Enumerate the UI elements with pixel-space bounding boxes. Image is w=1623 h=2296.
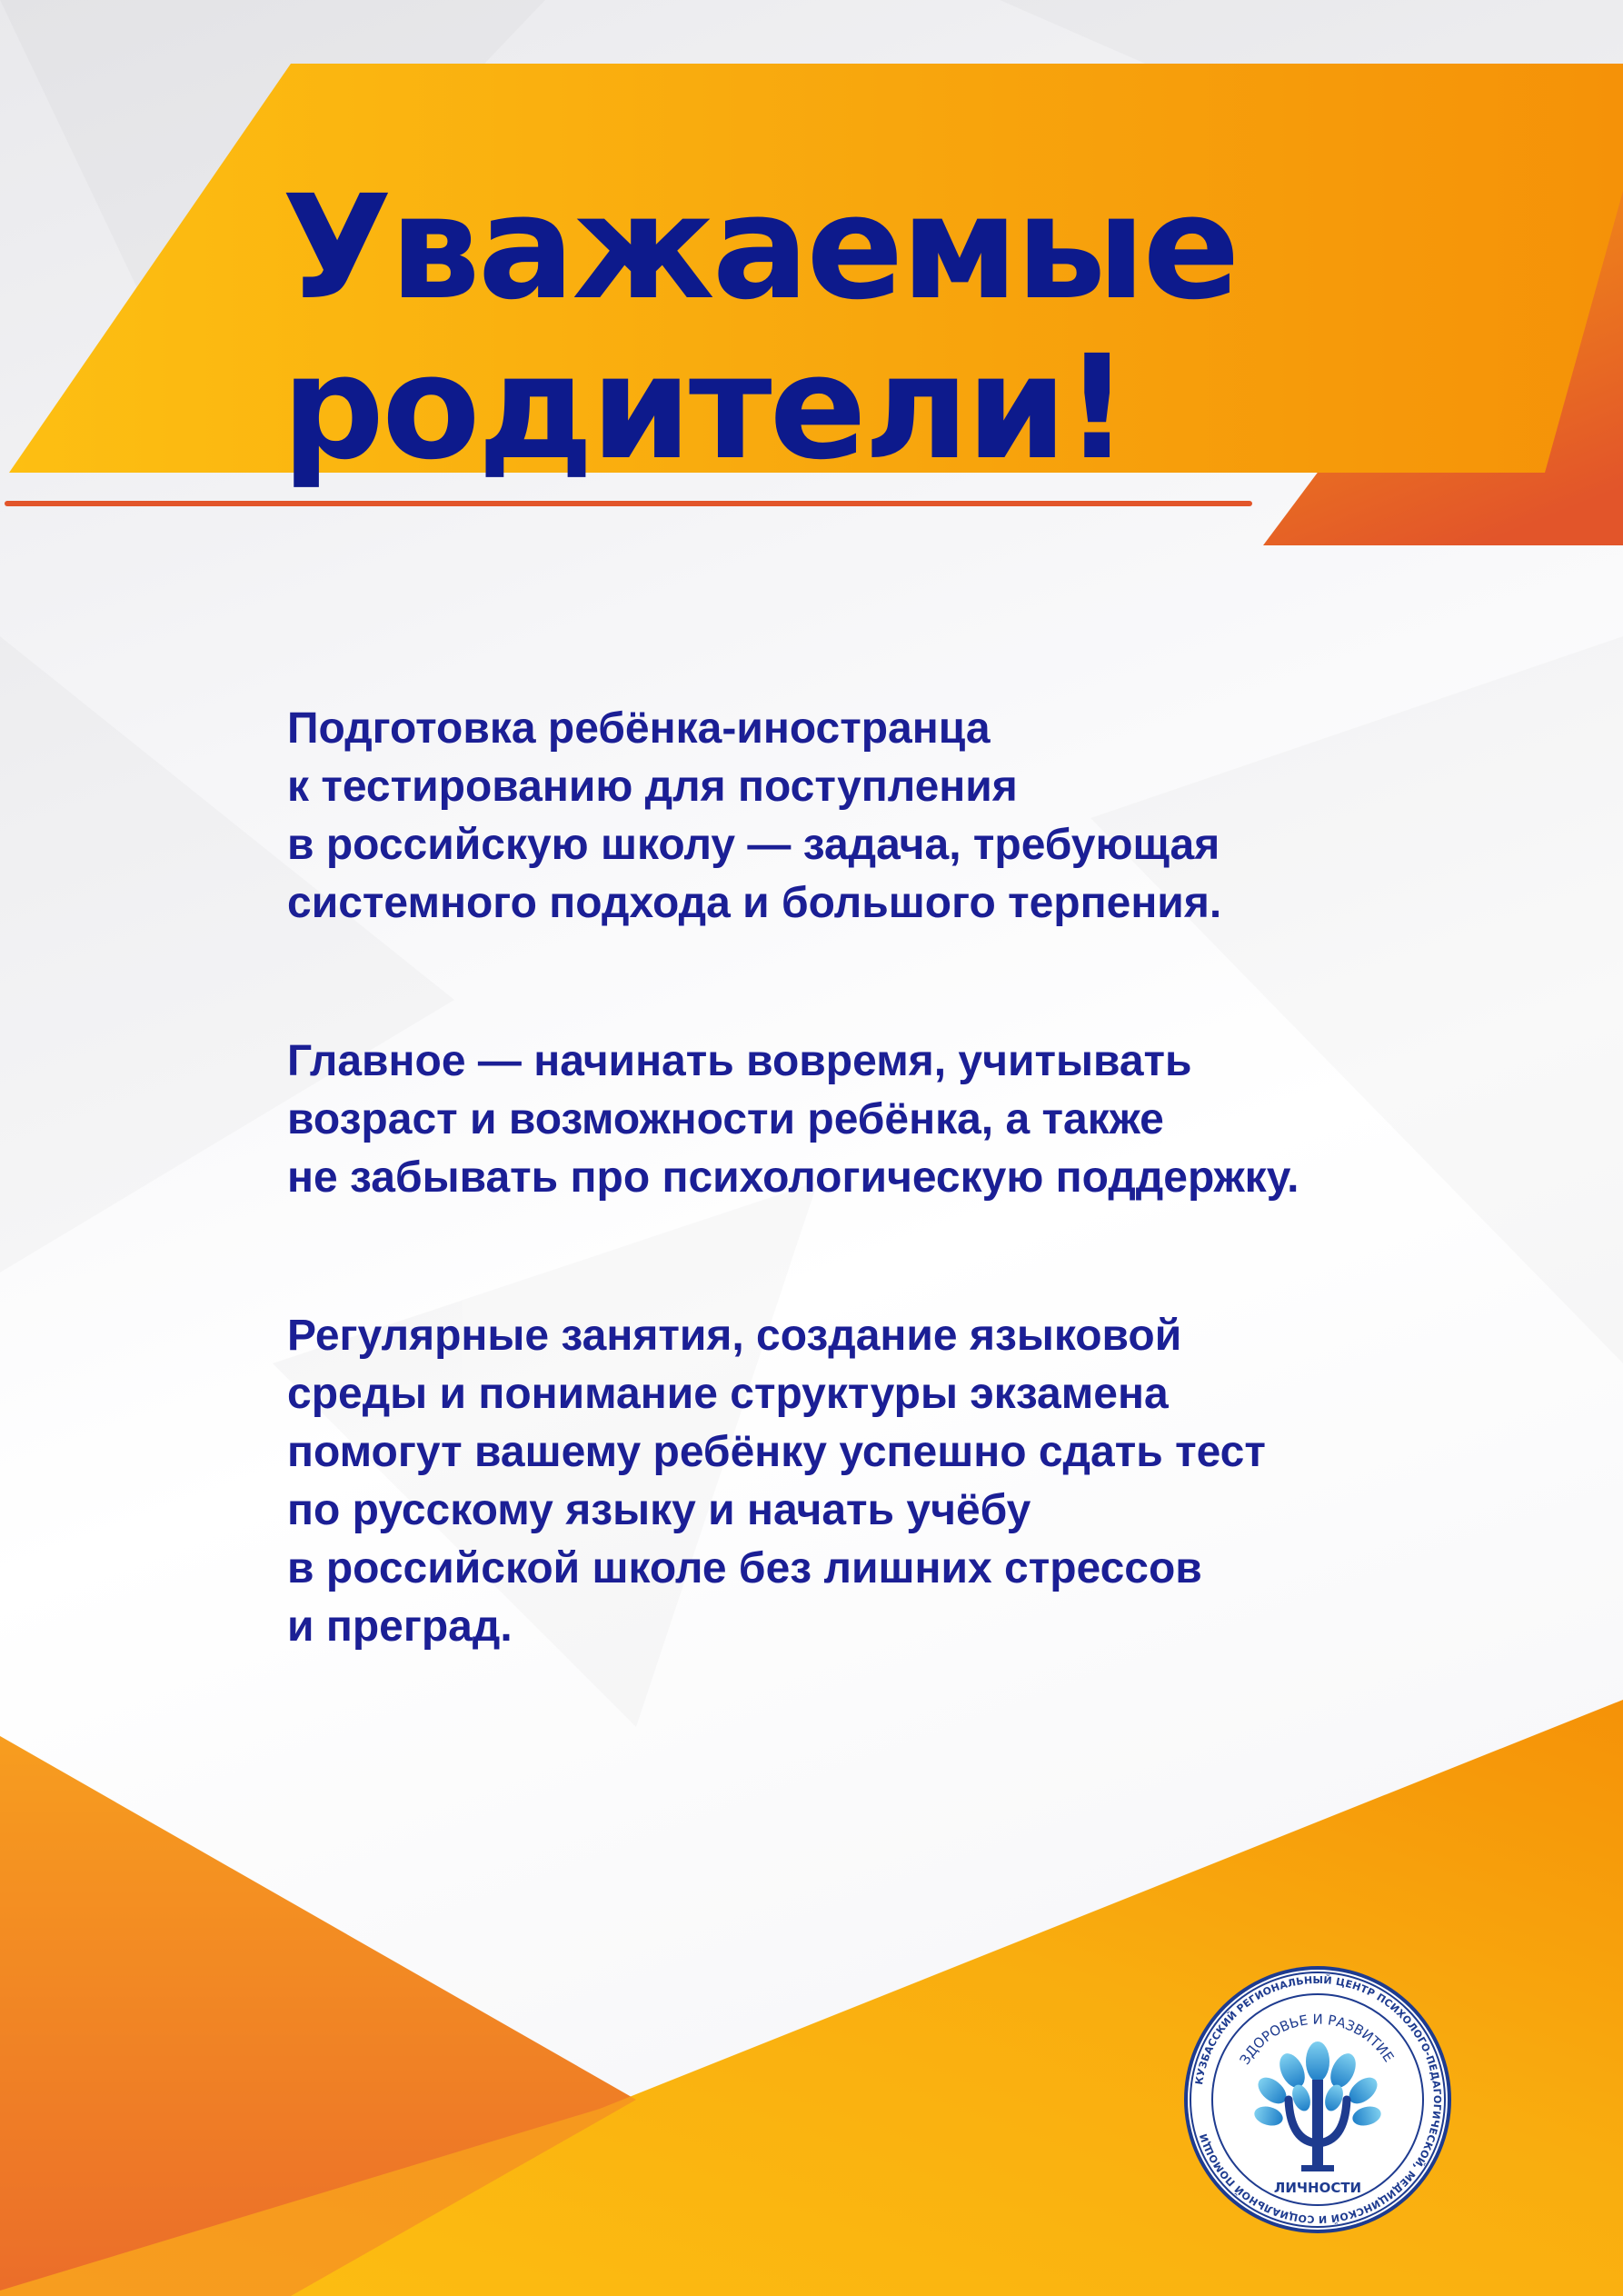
paragraph-preparation [287, 700, 1469, 933]
logo-bottom-text: ЛИЧНОСТИ [1273, 2180, 1362, 2196]
text-line: среды и понимание структуры экзамена [287, 1370, 1169, 1418]
text-line: возраст и возможности ребёнка, а также [287, 1095, 1164, 1143]
body-text [287, 700, 1469, 1756]
text-line: в российскую школу — задача, требующая [287, 821, 1220, 869]
page-title [282, 165, 1238, 492]
center-logo [1181, 1963, 1454, 2236]
logo-ring-text: КУЗБАССКИЙ РЕГИОНАЛЬНЫЙ ЦЕНТР ПСИХОЛОГО-ПЕДАГОГИЧЕСКОЙ, МЕДИЦИНСКОЙ И СОЦИАЛЬНОЙ ПОМОЩИ [1193, 1973, 1444, 2226]
text-line: системного подхода и большого терпения. [287, 879, 1222, 927]
text-line: помогут вашему ребёнку успешно сдать тест [287, 1428, 1266, 1476]
text-line: в российской школе без лишних стрессов [287, 1544, 1202, 1592]
text-line: к тестированию для поступления [287, 763, 1018, 811]
text-line: и преград. [287, 1602, 513, 1651]
text-line: Подготовка ребёнка-иностранца [287, 704, 991, 753]
text-line: не забывать про психологическую поддержку. [287, 1153, 1299, 1202]
title-line-1: Уважаемые [282, 165, 1238, 332]
paragraph-regular-lessons [287, 1307, 1469, 1656]
text-line: по русскому языку и начать учёбу [287, 1486, 1031, 1534]
text-line: Главное — начинать вовремя, учитывать [287, 1037, 1192, 1085]
logo-arc-text: ЗДОРОВЬЕ И РАЗВИТИЕ [1236, 2011, 1398, 2068]
paragraph-main-advice [287, 1033, 1469, 1207]
text-line: Регулярные занятия, создание языковой [287, 1312, 1182, 1360]
title-line-2: родители! [282, 324, 1128, 492]
